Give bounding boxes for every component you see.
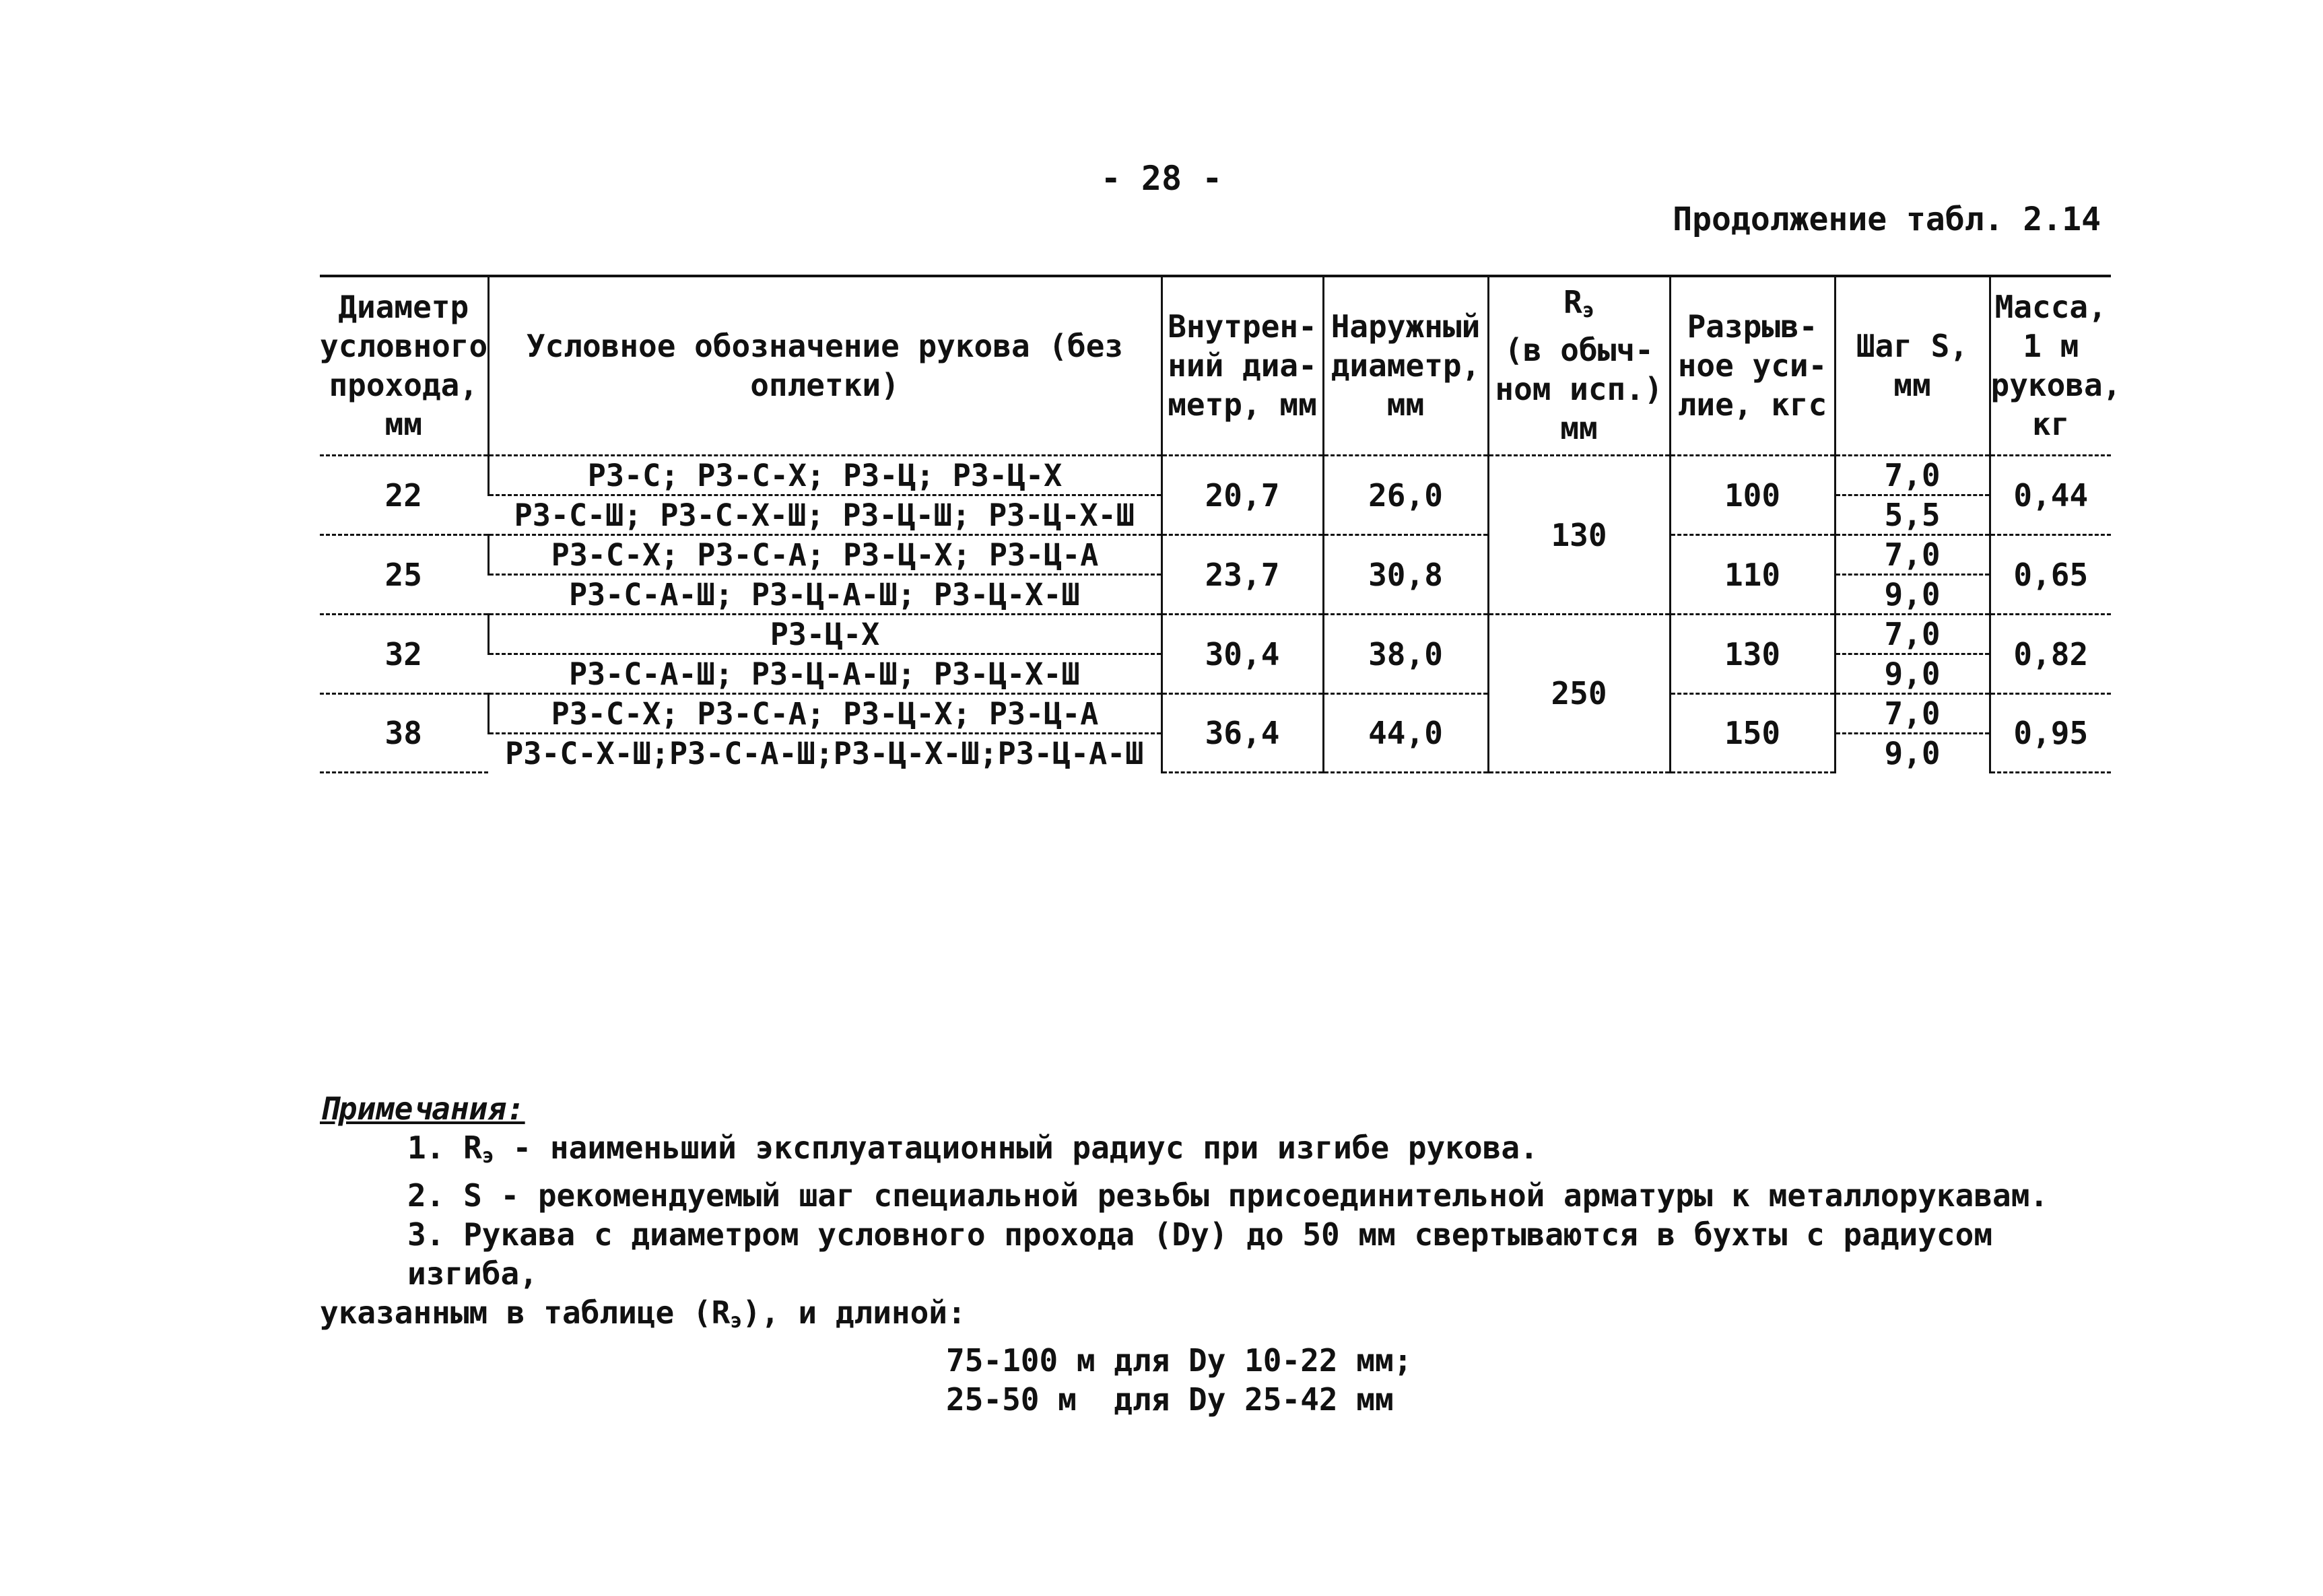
notes-title: Примечания: [320,1090,525,1127]
header-diameter: Диаметр условного прохода, мм [320,276,488,456]
cell-burst-force: 100 [1670,456,1835,535]
header-mass: Масса, 1 м рукова, кг [1990,276,2111,456]
table-continuation-label: Продолжение табл. 2.14 [1673,201,2101,238]
cell-outer-diameter: 26,0 [1323,456,1488,535]
header-outer-diameter: Наружный диаметр, мм [1323,276,1488,456]
cell-diameter: 32 [320,615,488,694]
table-row [320,615,2111,654]
header-bend-radius [1488,276,1670,456]
cell-diameter: 25 [320,535,488,615]
note-1-prefix: 1. R [407,1130,482,1166]
cell-designation: РЗ-С-Х-Ш;РЗ-С-А-Ш;РЗ-Ц-Х-Ш;РЗ-Ц-А-Ш [505,735,1144,771]
cell-mass: 0,82 [1990,615,2111,694]
length-line-1: 75-100 м для Dy 10-22 мм; [946,1342,1413,1379]
cell-designation: РЗ-С-А-Ш; РЗ-Ц-А-Ш; РЗ-Ц-Х-Ш [488,654,1162,694]
notes-section [320,1089,2138,1419]
radius-header-text: (в обыч- ном исп.) мм [1495,332,1663,446]
cell-burst-force: 150 [1670,694,1835,773]
cell-bend-radius: 250 [1488,615,1670,773]
cell-outer-diameter: 30,8 [1323,535,1488,615]
note-1-text: - наименьший эксплуатационный радиус при изгибе рукова. [494,1130,1539,1166]
cell-burst-force: 110 [1670,535,1835,615]
radius-subscript: э [1582,299,1594,322]
radius-symbol: R [1563,284,1582,320]
cell-step: 5,5 [1835,495,1990,535]
cell-inner-diameter: 23,7 [1162,535,1323,615]
cell-step: 7,0 [1835,456,1990,495]
note-3-subscript: э [730,1309,743,1333]
note-3-line-2 [320,1293,2138,1341]
note-2: 2. S - рекомендуемый шаг специальной резьбы присоединительной арматуры к металлорукавам. [407,1177,2049,1214]
cell-designation: РЗ-С; РЗ-С-Х; РЗ-Ц; РЗ-Ц-Х [488,456,1162,495]
cell-designation: РЗ-С-А-Ш; РЗ-Ц-А-Ш; РЗ-Ц-Х-Ш [488,575,1162,615]
cell-designation: РЗ-С-Ш; РЗ-С-Х-Ш; РЗ-Ц-Ш; РЗ-Ц-Х-Ш [488,495,1162,535]
cell-designation: РЗ-С-Х; РЗ-С-А; РЗ-Ц-Х; РЗ-Ц-А [488,694,1162,734]
header-burst-force: Разрыв- ное уси- лие, кгс [1670,276,1835,456]
table-header-row [320,276,2111,456]
cell-designation: РЗ-Ц-Х [488,615,1162,654]
header-inner-diameter: Внутрен- ний диа- метр, мм [1162,276,1323,456]
note-3-suffix: ), и длиной: [742,1294,966,1331]
note-3-line-1: 3. Рукава с диаметром условного прохода (Dy) до 50 мм свертываются в бухты с радиусом изгиба, [407,1216,1993,1292]
note-3-prefix: указанным в таблице (R [320,1294,731,1331]
table-row [320,456,2111,495]
header-step: Шаг S, мм [1835,276,1990,456]
page-number: - 28 - [1100,159,1223,198]
cell-step: 9,0 [1835,734,1990,773]
header-designation: Условное обозначение рукова (без оплетки) [488,276,1162,456]
hose-spec-table [320,275,2122,773]
cell-step: 7,0 [1835,535,1990,575]
note-1-subscript: э [481,1144,494,1168]
cell-step: 9,0 [1835,654,1990,694]
table-row [320,694,2111,734]
length-line-2: 25-50 м для Dy 25-42 мм [946,1381,1394,1418]
cell-step: 7,0 [1835,615,1990,654]
cell-burst-force: 130 [1670,615,1835,694]
cell-outer-diameter: 38,0 [1323,615,1488,694]
cell-step: 9,0 [1835,575,1990,615]
cell-mass: 0,44 [1990,456,2111,535]
cell-bend-radius: 130 [1488,456,1670,615]
note-1 [320,1128,2138,1176]
cell-diameter: 22 [320,456,488,535]
cell-mass: 0,65 [1990,535,2111,615]
cell-designation: РЗ-С-Х; РЗ-С-А; РЗ-Ц-Х; РЗ-Ц-А [488,535,1162,575]
cell-outer-diameter: 44,0 [1323,694,1488,773]
cell-mass: 0,95 [1990,694,2111,773]
cell-inner-diameter: 36,4 [1162,694,1323,773]
cell-diameter: 38 [320,694,488,773]
table-row [320,535,2111,575]
cell-inner-diameter: 20,7 [1162,456,1323,535]
cell-inner-diameter: 30,4 [1162,615,1323,694]
cell-step: 7,0 [1835,694,1990,734]
